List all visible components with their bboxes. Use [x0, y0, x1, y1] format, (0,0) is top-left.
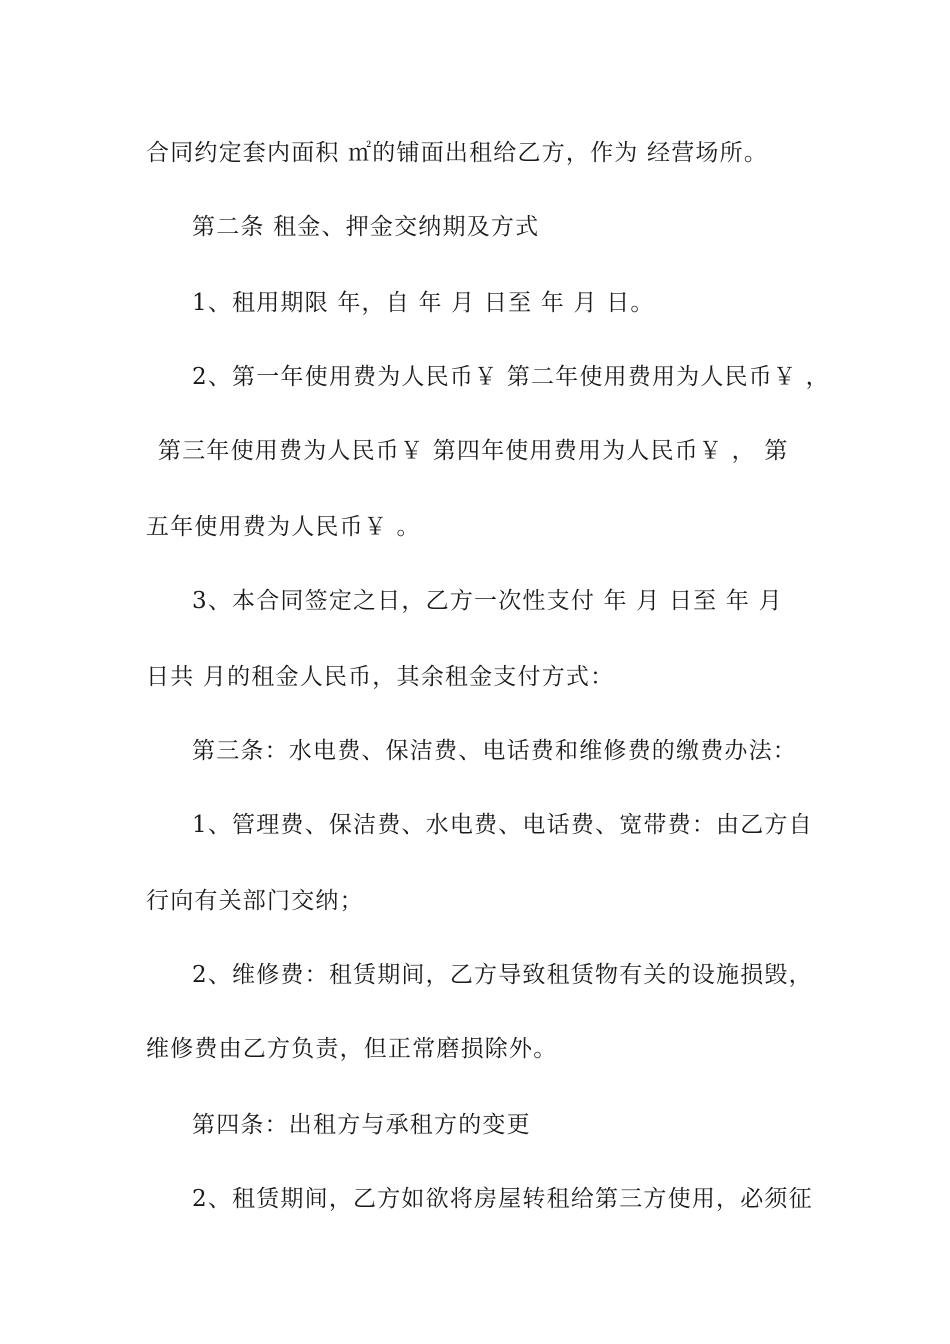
paragraph-line-8: 日共 月的租金人民币，其余租金支付方式：: [146, 664, 615, 690]
paragraph-line-3: 1、租用期限 年，自 年 月 日至 年 月 日。: [192, 290, 655, 316]
paragraph-line-10: 1、管理费、保洁费、水电费、电话费、宽带费：由乙方自: [192, 812, 813, 838]
paragraph-line-5: 第三年使用费为人民币￥ 第四年使用费用为人民币￥ ， 第: [158, 438, 789, 464]
section-heading-3: 第三条：水电费、保洁费、电话费和维修费的缴费办法：: [192, 738, 797, 764]
paragraph-line-15: 2、租赁期间，乙方如欲将房屋转租给第三方使用，必须征: [192, 1186, 813, 1212]
paragraph-line-6: 五年使用费为人民币￥ 。: [146, 514, 421, 540]
paragraph-line-13: 维修费由乙方负责，但正常磨损除外。: [146, 1036, 558, 1062]
paragraph-line-11: 行向有关部门交纳；: [146, 888, 364, 914]
paragraph-line-7: 3、本合同签定之日，乙方一次性支付 年 月 日至 年 月: [192, 588, 783, 614]
section-heading-4: 第四条：出租方与承租方的变更: [192, 1112, 531, 1138]
section-heading-2: 第二条 租金、押金交纳期及方式: [192, 214, 540, 240]
paragraph-line-1: 合同约定套内面积 ㎡的铺面出租给乙方，作为 经营场所。: [146, 140, 769, 166]
paragraph-line-12: 2、维修费：租赁期间，乙方导致租赁物有关的设施损毁，: [192, 962, 813, 988]
paragraph-line-4: 2、第一年使用费为人民币￥ 第二年使用费用为人民币￥ ，: [192, 364, 830, 390]
